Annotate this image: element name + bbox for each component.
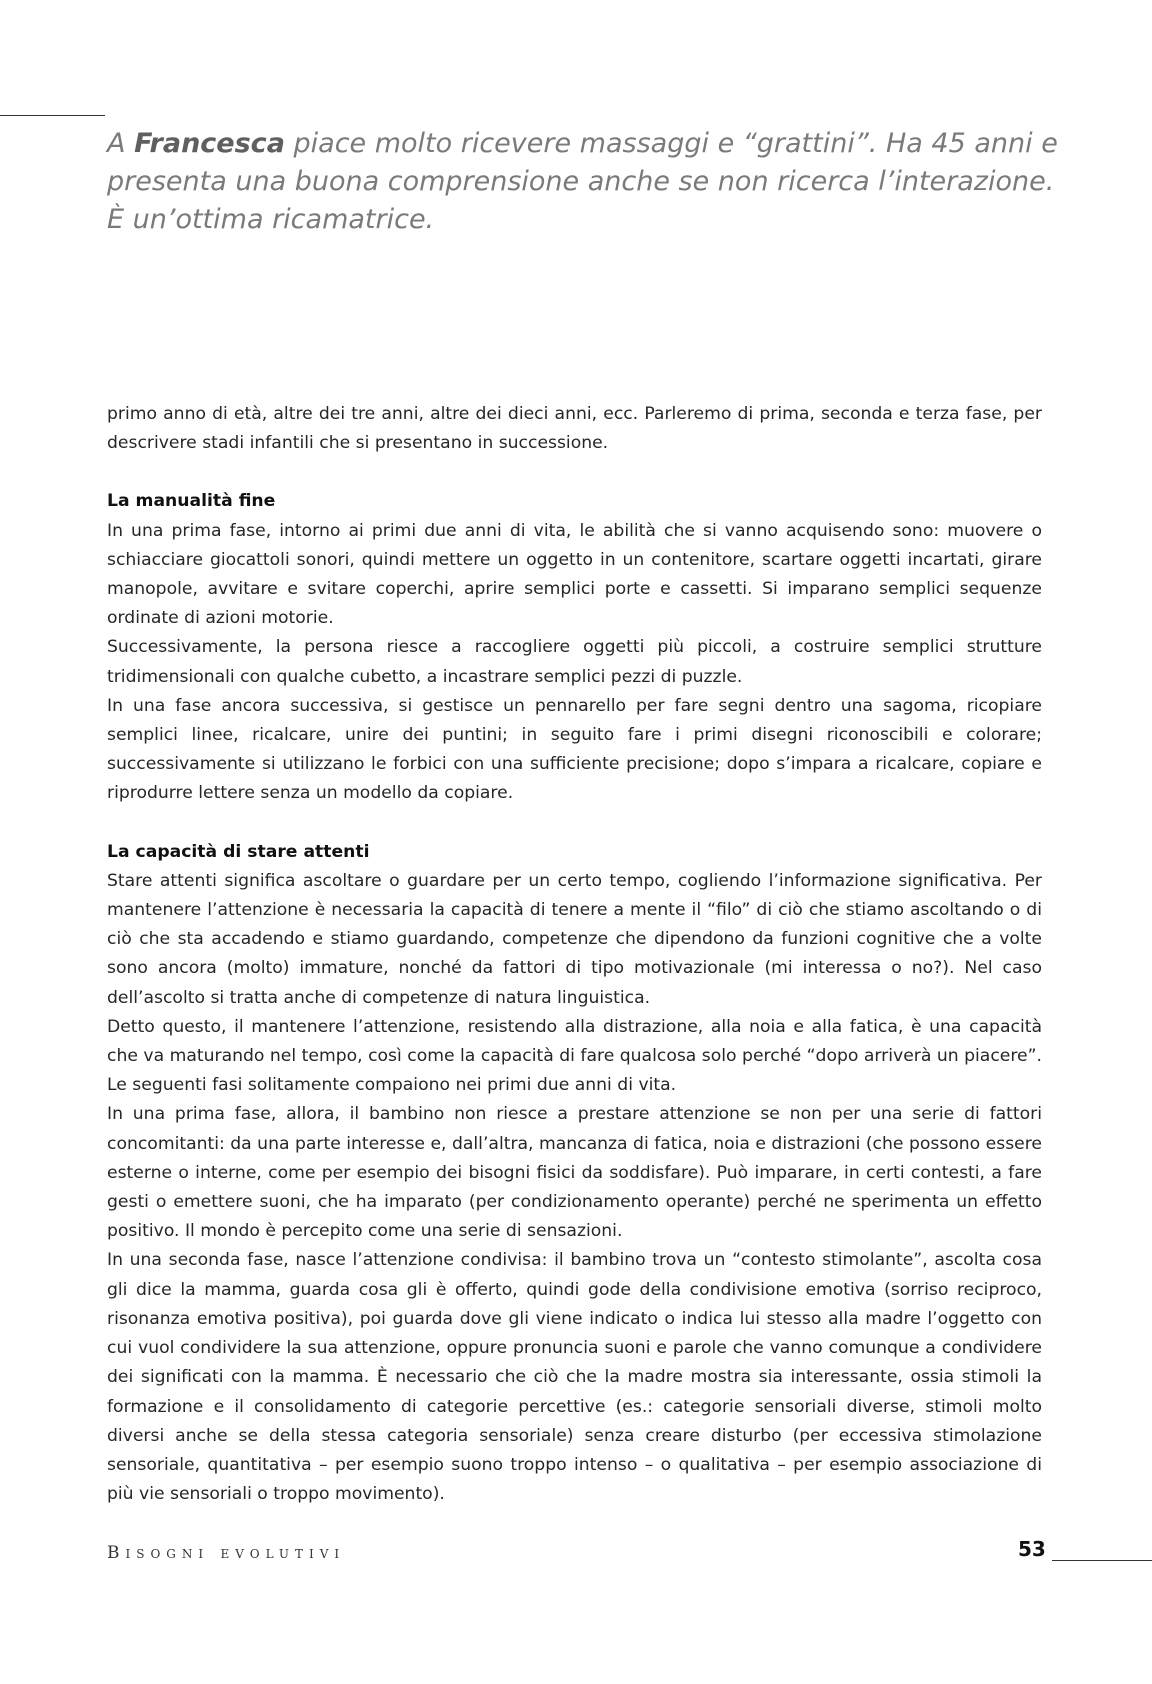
spacer: [107, 809, 1042, 838]
intro-text: piace molto ricevere massaggi e “grattini”. Ha 45 anni e presenta una buona comprensione anche se non ricerca l’interazione. È un’ottima ricamatrice.: [107, 128, 1058, 235]
paragraph: Stare attenti significa ascoltare o guardare per un certo tempo, cogliendo l’informazione significativa. Per mantenere l’attenzione è necessaria la capacità di tenere a mente il “filo” di ciò che stiamo ascoltando o di ciò che sta accadendo e stiamo guardando, competenze che dipendono da funzioni cognitive che a volte sono ancora (molto) immature, nonché da fattori di tipo motivazionale (mi interessa o no?). Nel caso dell’ascolto si tratta anche di competenze di natura linguistica.: [107, 870, 1042, 1008]
section-heading-manualita: La manualità fine: [107, 491, 276, 512]
section-heading-attenzione: La capacità di stare attenti: [107, 841, 370, 862]
opening-paragraph: primo anno di età, altre dei tre anni, altre dei dieci anni, ecc. Parleremo di prima, seconda e terza fase, per descrivere stadi infantili che si presentano in successione.: [107, 404, 1042, 454]
main-body: [107, 400, 1042, 1509]
paragraph: In una prima fase, allora, il bambino non riesce a prestare attenzione se non per una serie di fattori concomitanti: da una parte interesse e, dall’altra, mancanza di fatica, noia e distrazioni (che possono essere esterne o interne, come per esempio dei bisogni fisici da soddisfare). Può imparare, in certi contesti, a fare gesti o emettere suoni, che ha imparato (per condizionamento operante) perché ne sperimenta un effetto positivo. Il mondo è percepito come una serie di sensazioni.: [107, 1104, 1042, 1242]
intro-name: Francesca: [134, 128, 285, 159]
paragraph: In una fase ancora successiva, si gestisce un pennarello per fare segni dentro una sagoma, ricopiare semplici linee, ricalcare, unire dei puntini; in seguito fare i primi disegni riconoscibili e colorare; successivamente si utilizzano le forbici con una sufficiente precisione; dopo s’impara a ricalcare, copiare e riprodurre lettere senza un modello da copiare.: [107, 695, 1042, 804]
paragraph: In una prima fase, intorno ai primi due anni di vita, le abilità che si vanno acquisendo sono: muovere o schiacciare giocattoli sonori, quindi mettere un oggetto in un contenitore, scartare oggetti incartati, girare manopole, avvitare e svitare coperchi, aprire semplici porte e cassetti. Si imparano semplici sequenze ordinate di azioni motorie.: [107, 520, 1042, 629]
paragraph: Detto questo, il mantenere l’attenzione, resistendo alla distrazione, alla noia e alla fatica, è una capacità che va maturando nel tempo, così come la capacità di fare qualcosa solo perché “dopo arriverà un piacere”. Le seguenti fasi solitamente compaiono nei primi due anni di vita.: [107, 1016, 1042, 1096]
page-number: 53: [1018, 1537, 1046, 1561]
intro-prefix: A: [107, 128, 135, 159]
top-rule: [0, 115, 105, 116]
paragraph: Successivamente, la persona riesce a raccogliere oggetti più piccoli, a costruire semplici strutture tridimensionali con qualche cubetto, a incastrare semplici pezzi di puzzle.: [107, 637, 1042, 687]
bottom-rule: [1052, 1560, 1152, 1561]
paragraph: In una seconda fase, nasce l’attenzione condivisa: il bambino trova un “contesto stimolante”, ascolta cosa gli dice la mamma, guarda cosa gli è offerto, quindi gode della condivisione emotiva (sorriso reciproco, risonanza emotiva positiva), poi guarda dove gli viene indicato o indica lui stesso alla madre l’oggetto con cui vuol condividere la sua attenzione, oppure pronuncia suoni e parole che vanno comunque a condividere dei significati con la mamma. È necessario che ciò che la madre mostra sia interessante, ossia stimoli la formazione e il consolidamento di categorie percettive (es.: categorie sensoriali diverse, stimoli molto diversi anche se della stessa categoria sensoriale) senza creare disturbo (per eccessiva stimolazione sensoriale, quantitativa – per esempio suono troppo intenso – o qualitativa – per esempio associazione di più vie sensoriali o troppo movimento).: [107, 1250, 1042, 1505]
running-footer-title: Bisogni evolutivi: [107, 1543, 346, 1563]
spacer: [107, 458, 1042, 487]
intro-quote: [107, 125, 1067, 239]
